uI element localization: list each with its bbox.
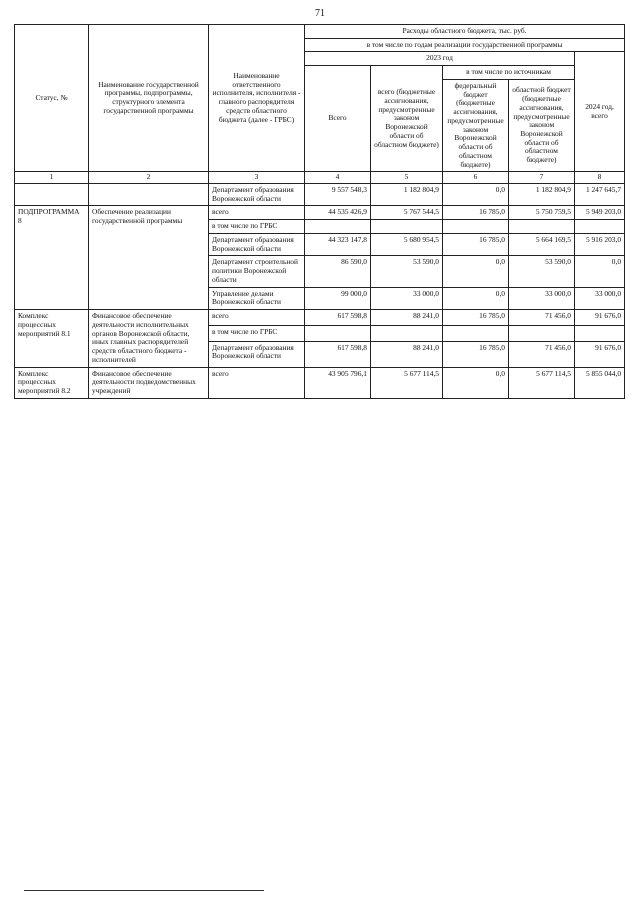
regional-cell: 33 000,0 (509, 287, 575, 309)
year-2024-cell: 1 247 645,7 (575, 184, 625, 206)
table-row (15, 184, 625, 206)
executor-cell: Департамент образования Воронежской области (209, 233, 305, 255)
executor-cell: в том числе по ГРБС (209, 325, 305, 341)
federal-cell: 0,0 (443, 184, 509, 206)
executor-cell: Департамент образования Воронежской области (209, 184, 305, 206)
header-status: Статус, № (15, 25, 89, 172)
header-year-2024: 2024 год, всего (575, 52, 625, 172)
all-2023-cell: 88 241,0 (371, 341, 443, 367)
executor-cell: всего (209, 310, 305, 326)
year-2024-cell: 0,0 (575, 256, 625, 287)
total-cell: 44 323 147,8 (305, 233, 371, 255)
executor-cell: Департамент образования Воронежской области (209, 341, 305, 367)
total-cell: 44 535 426,9 (305, 206, 371, 220)
federal-cell (443, 325, 509, 341)
program-name-cell (89, 184, 209, 206)
total-cell: 617 598,8 (305, 310, 371, 326)
all-2023-cell (371, 325, 443, 341)
federal-cell: 16 785,0 (443, 233, 509, 255)
header-expenses: Расходы областного бюджета, тыс. руб. (305, 25, 625, 39)
program-name-cell: Финансовое обеспечение деятельности исполнительных органов Воронежской области, иных главных распорядителей средств областного бюджета - исполнителей (89, 310, 209, 367)
federal-cell: 0,0 (443, 256, 509, 287)
federal-cell (443, 220, 509, 234)
column-number: 4 (305, 172, 371, 184)
table-row (15, 367, 625, 398)
header-by-sources: в том числе по источникам (443, 66, 575, 80)
executor-cell: всего (209, 367, 305, 398)
column-number: 6 (443, 172, 509, 184)
status-cell: Комплекс процессных мероприятий 8.2 (15, 367, 89, 398)
column-number: 1 (15, 172, 89, 184)
year-2024-cell (575, 325, 625, 341)
program-name-cell: Обеспечение реализации государственной программы (89, 206, 209, 310)
regional-cell: 5 677 114,5 (509, 367, 575, 398)
regional-cell: 1 182 804,9 (509, 184, 575, 206)
column-number: 3 (209, 172, 305, 184)
program-name-cell: Финансовое обеспечение деятельности подведомственных учреждений (89, 367, 209, 398)
all-2023-cell: 88 241,0 (371, 310, 443, 326)
table-row (15, 310, 625, 326)
header-name: Наименование государственной программы, подпрограммы, структурного элемента государственной программы (89, 25, 209, 172)
federal-cell: 0,0 (443, 367, 509, 398)
column-number: 2 (89, 172, 209, 184)
status-cell (15, 184, 89, 206)
executor-cell: в том числе по ГРБС (209, 220, 305, 234)
federal-cell: 16 785,0 (443, 341, 509, 367)
status-cell: Комплекс процессных мероприятий 8.1 (15, 310, 89, 367)
total-cell: 43 905 796,1 (305, 367, 371, 398)
column-number: 8 (575, 172, 625, 184)
year-2024-cell: 5 916 203,0 (575, 233, 625, 255)
year-2024-cell: 5 855 044,0 (575, 367, 625, 398)
year-2024-cell: 5 949 203,0 (575, 206, 625, 220)
federal-cell: 16 785,0 (443, 206, 509, 220)
header-total: Всего (305, 66, 371, 172)
executor-cell: Департамент строительной политики Воронежской области (209, 256, 305, 287)
all-2023-cell: 53 590,0 (371, 256, 443, 287)
year-2024-cell (575, 220, 625, 234)
total-cell: 86 590,0 (305, 256, 371, 287)
header-year-2023: 2023 год (305, 52, 575, 66)
regional-cell: 5 664 169,5 (509, 233, 575, 255)
all-2023-cell: 1 182 804,9 (371, 184, 443, 206)
header-by-years: в том числе по годам реализации государственной программы (305, 38, 625, 52)
status-cell: ПОДПРОГРАММА 8 (15, 206, 89, 310)
regional-cell (509, 325, 575, 341)
budget-table (14, 24, 625, 399)
total-cell (305, 220, 371, 234)
executor-cell: всего (209, 206, 305, 220)
total-cell (305, 325, 371, 341)
header-federal: федеральный бюджет (бюджетные ассигнования, предусмотренные законом Воронежской области об областном бюджете) (443, 79, 509, 171)
all-2023-cell (371, 220, 443, 234)
regional-cell: 53 590,0 (509, 256, 575, 287)
column-number: 7 (509, 172, 575, 184)
header-all-including: всего (бюджетные ассигнования, предусмотренные законом Воронежской области об областном бюджете) (371, 66, 443, 172)
federal-cell: 16 785,0 (443, 310, 509, 326)
footer-rule (24, 890, 264, 891)
total-cell: 617 598,8 (305, 341, 371, 367)
total-cell: 9 557 548,3 (305, 184, 371, 206)
all-2023-cell: 5 677 114,5 (371, 367, 443, 398)
regional-cell: 71 456,0 (509, 310, 575, 326)
year-2024-cell: 91 676,0 (575, 341, 625, 367)
header-regional: областной бюджет (бюджетные ассигнования, предусмотренные законом Воронежской области об областном бюджете) (509, 79, 575, 171)
all-2023-cell: 5 680 954,5 (371, 233, 443, 255)
regional-cell: 71 456,0 (509, 341, 575, 367)
year-2024-cell: 91 676,0 (575, 310, 625, 326)
total-cell: 99 000,0 (305, 287, 371, 309)
column-number: 5 (371, 172, 443, 184)
executor-cell: Управление делами Воронежской области (209, 287, 305, 309)
all-2023-cell: 33 000,0 (371, 287, 443, 309)
regional-cell: 5 750 759,5 (509, 206, 575, 220)
regional-cell (509, 220, 575, 234)
all-2023-cell: 5 767 544,5 (371, 206, 443, 220)
year-2024-cell: 33 000,0 (575, 287, 625, 309)
column-numbers-row (15, 172, 625, 184)
page-number: 71 (315, 8, 325, 19)
header-executor: Наименование ответственного исполнителя, исполнителя - главного распорядителя средств областного бюджета (далее - ГРБС) (209, 25, 305, 172)
table-row (15, 206, 625, 220)
federal-cell: 0,0 (443, 287, 509, 309)
